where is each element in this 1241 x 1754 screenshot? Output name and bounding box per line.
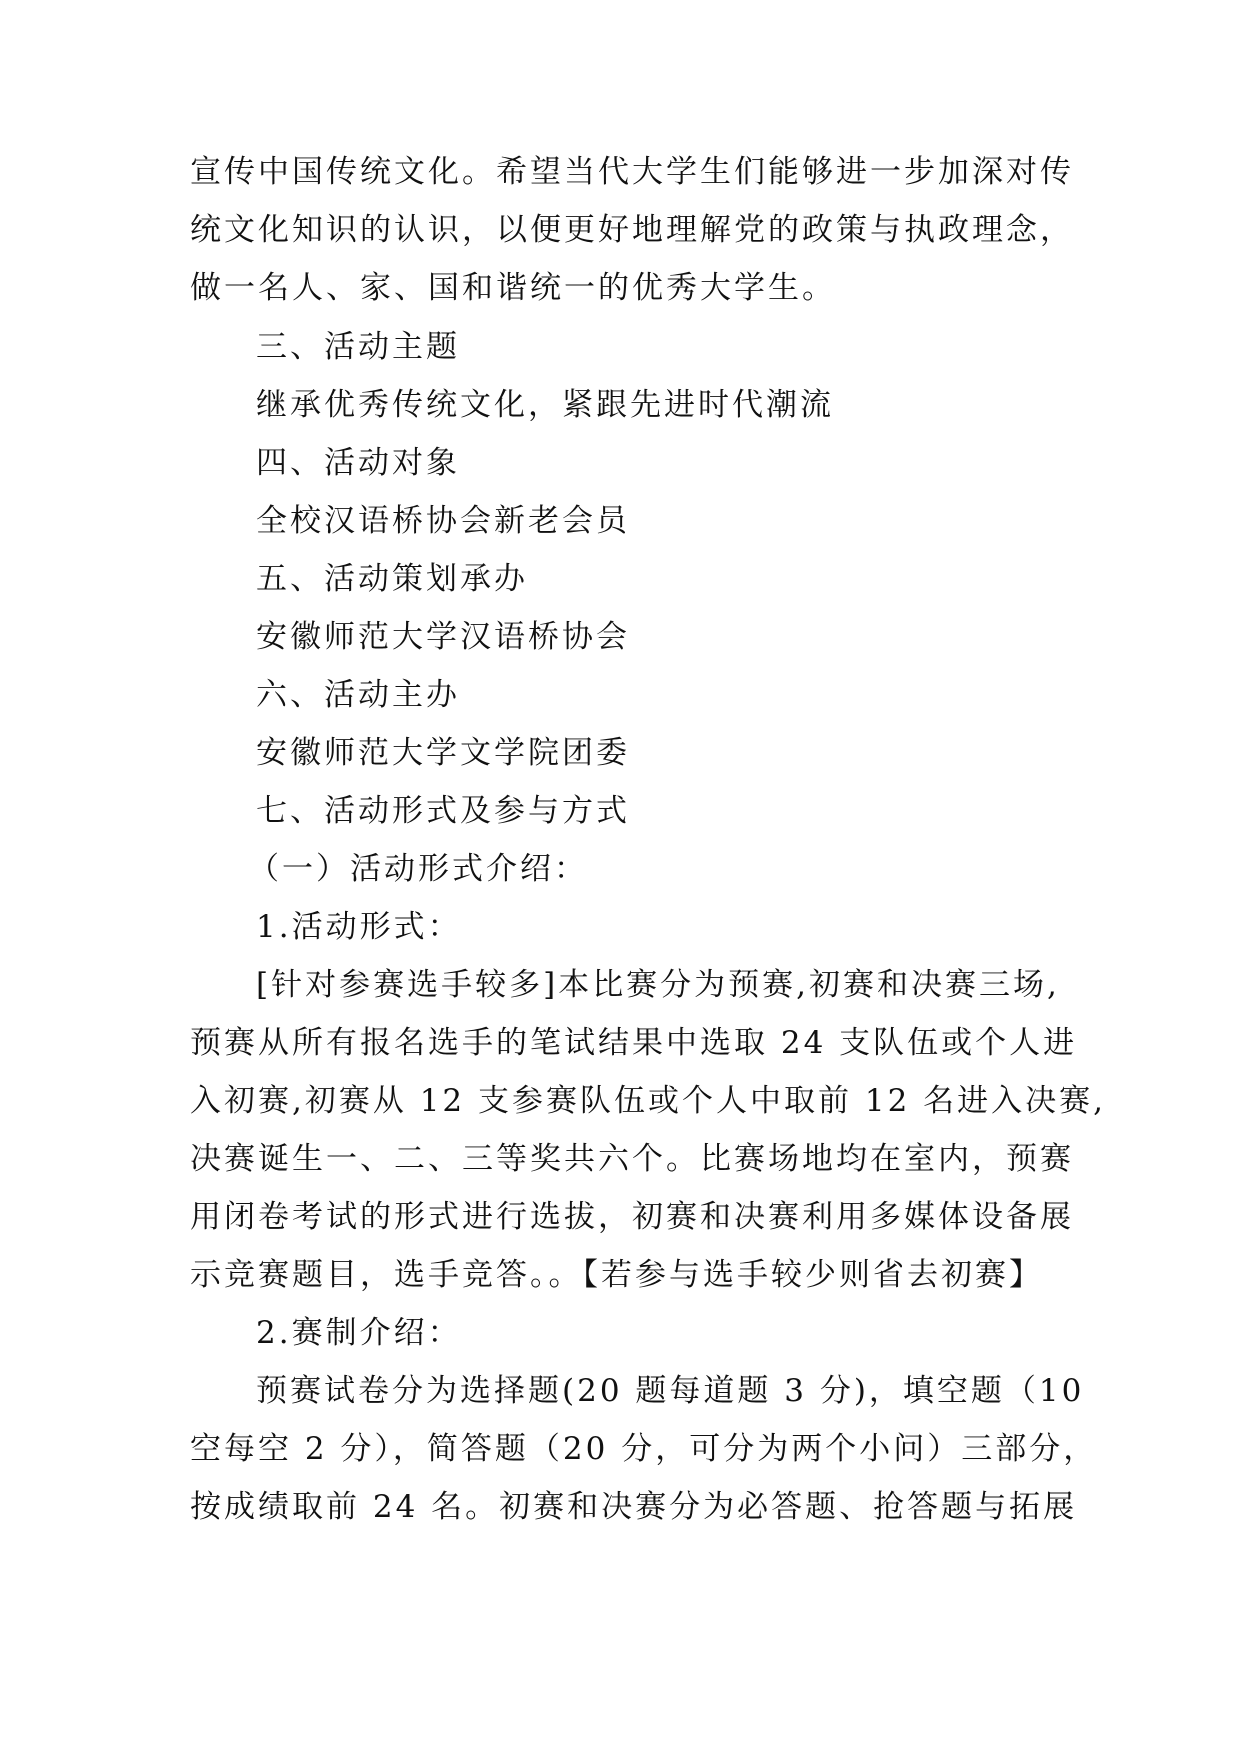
- body-text-line: 宣传中国传统文化。希望当代大学生们能够进一步加深对传: [190, 154, 1074, 190]
- body-text-line: 统文化知识的认识，以便更好地理解党的政策与执政理念，: [190, 212, 1074, 248]
- body-text-line: 安徽师范大学汉语桥协会: [256, 619, 630, 655]
- body-text-line: 全校汉语桥协会新老会员: [256, 503, 630, 539]
- body-text-line: 安徽师范大学文学院团委: [256, 735, 630, 771]
- list-item-heading: 2.赛制介绍：: [256, 1315, 462, 1351]
- body-text-line: 继承优秀传统文化，紧跟先进时代潮流: [256, 387, 834, 423]
- section-heading-organizer: 五、活动策划承办: [256, 561, 528, 597]
- body-text-line: 预赛试卷分为选择题(20 题每道题 3 分)，填空题（10: [256, 1373, 1085, 1409]
- body-text-line: 入初赛,初赛从 12 支参赛队伍或个人中取前 12 名进入决赛,: [190, 1083, 1107, 1119]
- section-heading-theme: 三、活动主题: [256, 329, 460, 365]
- body-text-line: 空每空 2 分），简答题（20 分，可分为两个小问）三部分，: [190, 1431, 1098, 1467]
- body-text-line: [针对参赛选手较多]本比赛分为预赛,初赛和决赛三场,: [256, 967, 1060, 1003]
- section-heading-sponsor: 六、活动主办: [256, 677, 460, 713]
- list-item-heading: 1.活动形式：: [256, 909, 462, 945]
- body-text-line: 预赛从所有报名选手的笔试结果中选取 24 支队伍或个人进: [190, 1025, 1078, 1061]
- section-heading-format: 七、活动形式及参与方式: [256, 793, 630, 829]
- subsection-heading: （一）活动形式介绍：: [248, 851, 588, 887]
- body-text-line: 决赛诞生一、二、三等奖共六个。比赛场地均在室内，预赛: [190, 1141, 1074, 1177]
- body-text-line: 用闭卷考试的形式进行选拔，初赛和决赛利用多媒体设备展: [190, 1199, 1074, 1235]
- body-text-line: 示竞赛题目，选手竞答。。【若参与选手较少则省去初赛】: [190, 1257, 1043, 1293]
- body-text-line: 做一名人、家、国和谐统一的优秀大学生。: [190, 270, 836, 306]
- body-text-line: 按成绩取前 24 名。初赛和决赛分为必答题、抢答题与拓展: [190, 1489, 1078, 1525]
- section-heading-audience: 四、活动对象: [256, 445, 460, 481]
